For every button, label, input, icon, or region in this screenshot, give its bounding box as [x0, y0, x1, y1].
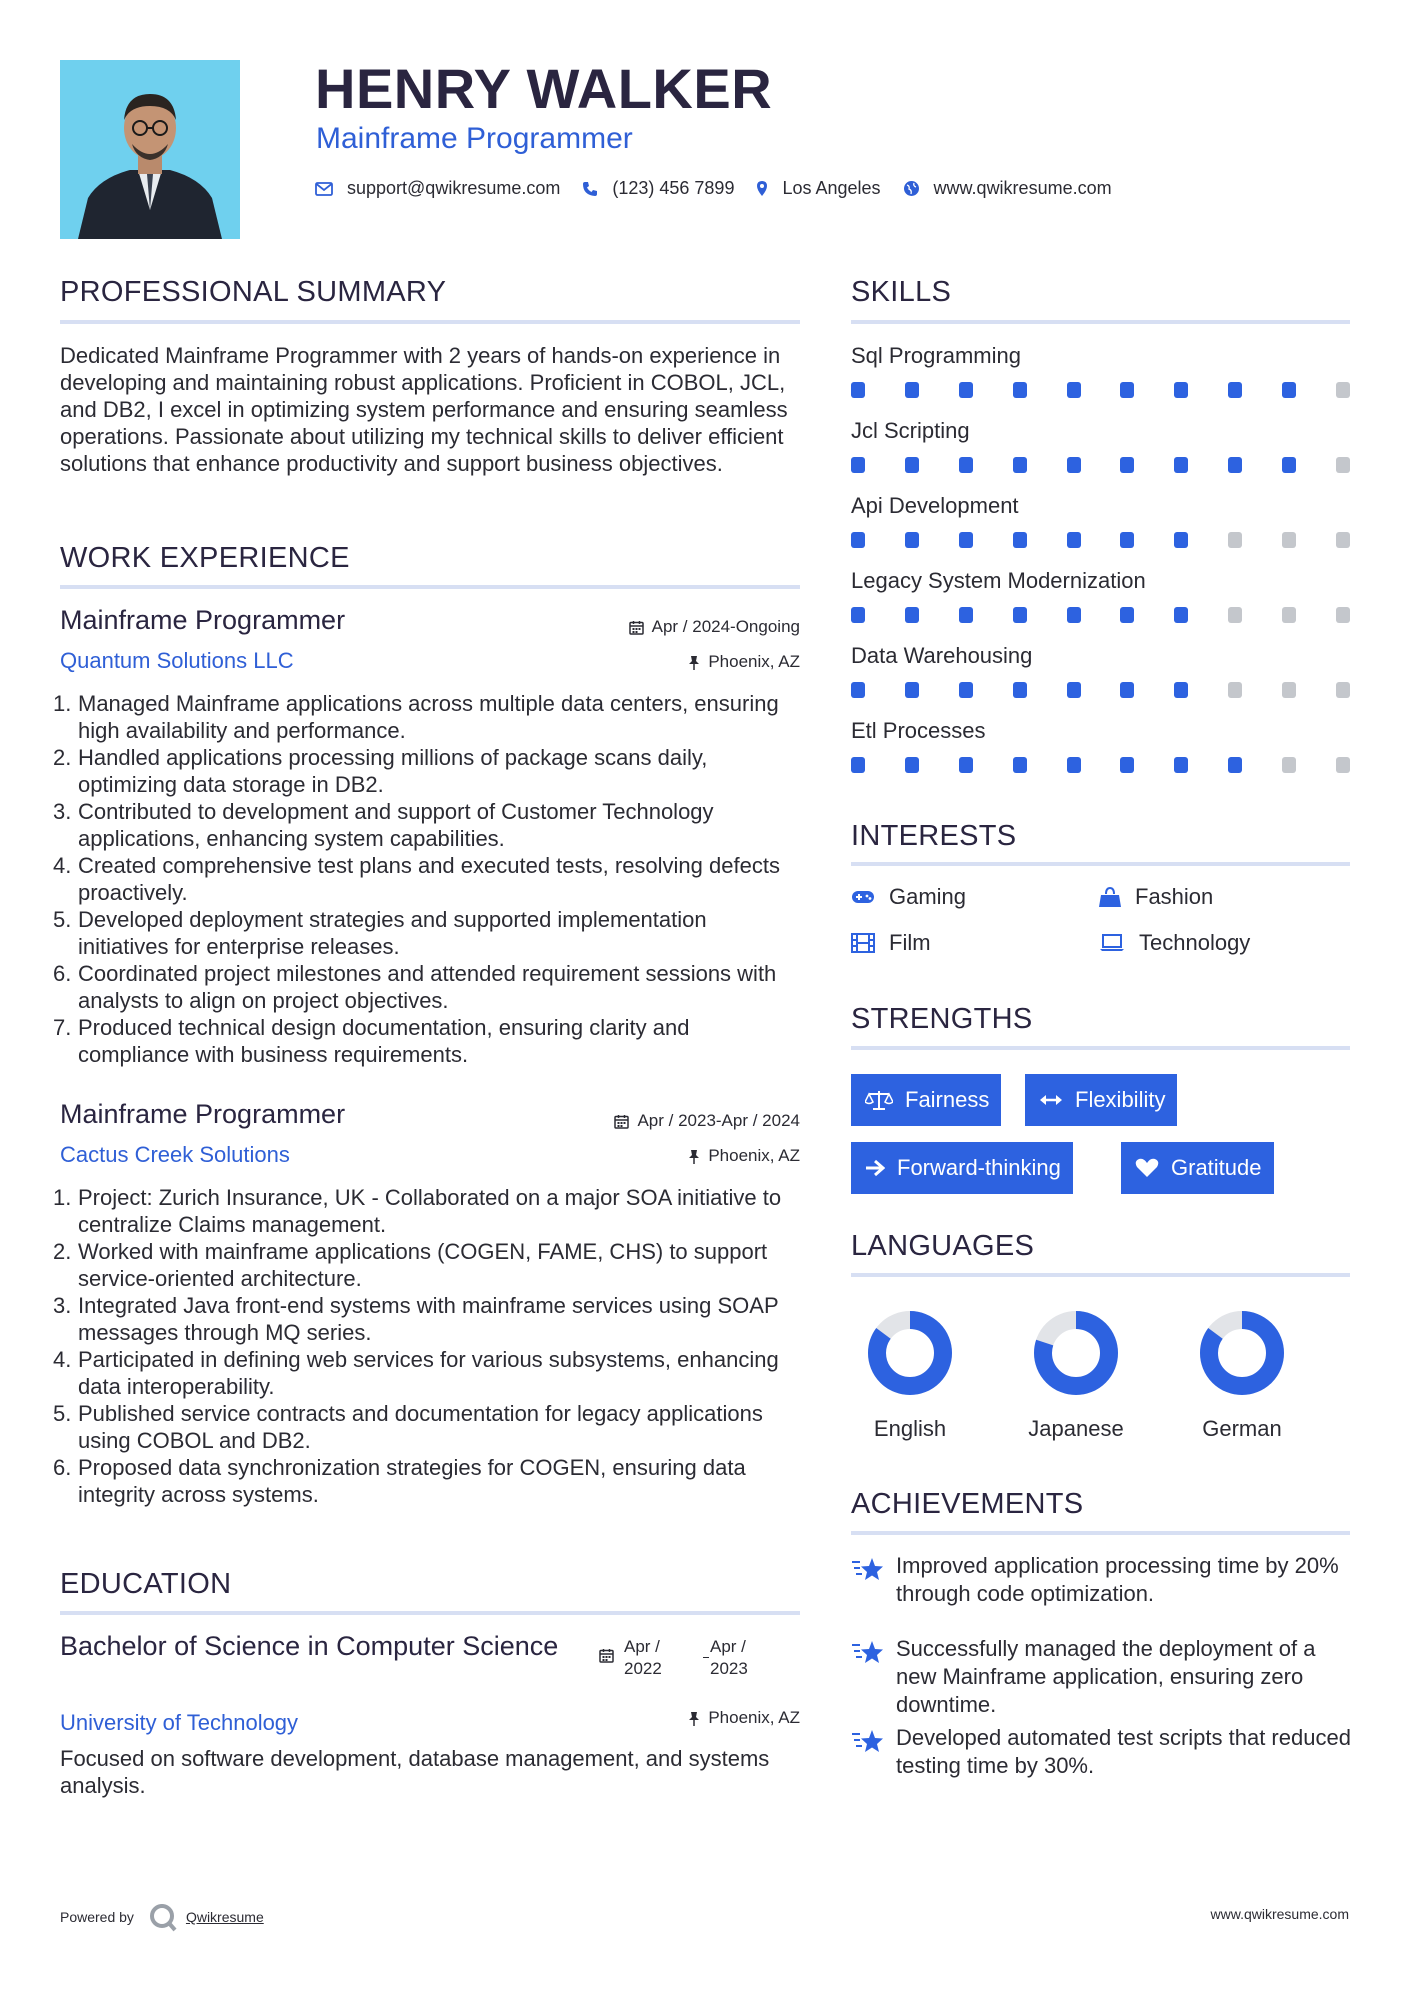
strength-label: Forward-thinking — [897, 1155, 1061, 1180]
interest-item — [1099, 930, 1250, 956]
list-item: Handled applications processing millions of package scans daily, optimizing data storage in DB2. — [78, 745, 708, 797]
skill-name: Sql Programming — [851, 343, 1021, 368]
skill-dot — [1120, 457, 1134, 473]
skill-dot — [1120, 607, 1134, 623]
profile-photo — [60, 60, 240, 239]
skill-dot — [1228, 457, 1242, 473]
start-month: Apr / — [624, 1637, 660, 1656]
film-icon — [851, 933, 875, 953]
job-location — [688, 652, 800, 672]
skill-rating — [851, 757, 1350, 773]
location-text: Los Angeles — [782, 178, 881, 198]
company-name: Cactus Creek Solutions — [60, 1142, 290, 1167]
strength-label: Flexibility — [1075, 1087, 1166, 1112]
globe-icon — [903, 180, 920, 197]
skill-name: Jcl Scripting — [851, 418, 970, 443]
skills-divider — [851, 320, 1350, 324]
skill-dot — [1174, 457, 1188, 473]
arrows-horizontal-icon — [1039, 1093, 1063, 1107]
interest-item — [851, 930, 931, 956]
summary-text: Dedicated Mainframe Programmer with 2 years of hands-on experience in developing and maintaining robust applications. Proficient in COBOL, JCL, and DB2, I excel in optimizing system performance and ensuring seamless operations. Passionate about utilizing my technical skills to deliver efficient solutions that enhance productivity and support business objectives. — [60, 343, 788, 476]
job-dates-text: Apr / 2024-Ongoing — [651, 617, 800, 636]
education-location — [688, 1708, 800, 1728]
job-title: Mainframe Programmer — [60, 1099, 346, 1129]
strengths-heading: STRENGTHS — [851, 1003, 1033, 1035]
footer-website[interactable]: www.qwikresume.com — [1210, 1906, 1349, 1922]
skill-name: Etl Processes — [851, 718, 986, 743]
list-item: Created comprehensive test plans and executed tests, resolving defects proactively. — [78, 853, 780, 905]
strength-tag — [1121, 1142, 1274, 1194]
candidate-name: HENRY WALKER — [315, 57, 773, 120]
interest-label: Fashion — [1135, 884, 1214, 909]
envelope-icon — [315, 182, 333, 196]
skill-dot — [1282, 457, 1296, 473]
skill-dot — [1336, 607, 1350, 623]
skill-dot — [1282, 607, 1296, 623]
skill-dot — [905, 757, 919, 773]
gamepad-icon — [851, 889, 875, 905]
end-month: Apr / — [710, 1637, 746, 1656]
skill-dot — [1336, 457, 1350, 473]
interest-label: Technology — [1139, 930, 1251, 955]
skill-name: Legacy System Modernization — [851, 568, 1146, 593]
skill-dot — [1120, 682, 1134, 698]
end-year: 2023 — [710, 1659, 748, 1678]
skill-dot — [905, 382, 919, 398]
degree-title: Bachelor of Science in Computer Science — [60, 1631, 559, 1661]
list-item: Managed Mainframe applications across multiple data centers, ensuring high availability and performance. — [78, 691, 779, 743]
shopping-bag-icon — [1099, 886, 1121, 908]
skill-name: Api Development — [851, 493, 1019, 518]
list-item: Proposed data synchronization strategies for COGEN, ensuring data integrity across systems. — [78, 1455, 746, 1507]
skill-dot — [1013, 457, 1027, 473]
list-item: Project: Zurich Insurance, UK - Collaborated on a major SOA initiative to centralize Claims management. — [78, 1185, 782, 1237]
list-item: Worked with mainframe applications (COGEN, FAME, CHS) to support service-oriented architecture. — [78, 1239, 768, 1291]
skill-dot — [1067, 607, 1081, 623]
skill-dot — [1228, 682, 1242, 698]
shooting-star-icon — [851, 1556, 885, 1582]
list-item: Contributed to development and support of Customer Technology applications, enhancing system capabilities. — [78, 799, 714, 851]
skill-dot — [1282, 532, 1296, 548]
calendar-icon — [629, 620, 644, 635]
skill-dot — [905, 682, 919, 698]
skill-rating — [851, 532, 1350, 548]
skill-name: Data Warehousing — [851, 643, 1033, 668]
job-dates-text: Apr / 2023-Apr / 2024 — [637, 1111, 800, 1130]
strength-tag — [851, 1142, 1073, 1194]
achievement-text: Successfully managed the deployment of a new Mainframe application, ensuring zero downtime. — [896, 1636, 1316, 1717]
skill-rating — [851, 682, 1350, 698]
skill-rating — [851, 382, 1350, 398]
interests-heading: INTERESTS — [851, 820, 1017, 852]
contact-location — [756, 178, 880, 199]
job-location-text: Phoenix, AZ — [708, 1146, 800, 1165]
pushpin-icon — [688, 1711, 700, 1726]
language-name: German — [1202, 1416, 1282, 1441]
skill-dot — [1120, 532, 1134, 548]
language-ring — [866, 1309, 954, 1397]
skill-dot — [1282, 682, 1296, 698]
list-item: Integrated Java front-end systems with mainframe services using SOAP messages through MQ series. — [78, 1293, 779, 1345]
list-item: Published service contracts and documentation for legacy applications using COBOL and DB2. — [78, 1401, 763, 1453]
laptop-icon — [1099, 934, 1125, 952]
strength-tag — [1025, 1074, 1177, 1126]
skill-dot — [1228, 757, 1242, 773]
languages-divider — [851, 1273, 1350, 1277]
skill-dot — [959, 532, 973, 548]
education-divider — [60, 1611, 800, 1615]
job-title: Mainframe Programmer — [60, 605, 346, 635]
skill-dot — [1228, 607, 1242, 623]
job-dates — [614, 1111, 800, 1131]
skill-dot — [1013, 757, 1027, 773]
education-end-date — [710, 1636, 748, 1680]
pushpin-icon — [688, 655, 700, 670]
summary-divider — [60, 320, 800, 324]
skill-dot — [1067, 682, 1081, 698]
skills-heading: SKILLS — [851, 276, 952, 308]
calendar-icon — [599, 1648, 614, 1663]
job-location — [688, 1146, 800, 1166]
candidate-role: Mainframe Programmer — [316, 122, 633, 155]
skill-dot — [1282, 757, 1296, 773]
list-item: Coordinated project milestones and attended requirement sessions with analysts to align on project objectives. — [78, 961, 777, 1013]
list-item: Produced technical design documentation, ensuring clarity and compliance with business requirements. — [78, 1015, 690, 1067]
skill-dot — [959, 682, 973, 698]
skill-dot — [1013, 382, 1027, 398]
achievement-text: Developed automated test scripts that reduced testing time by 30%. — [896, 1725, 1351, 1778]
skill-dot — [1174, 382, 1188, 398]
achievements-heading: ACHIEVEMENTS — [851, 1488, 1084, 1520]
list-item: Participated in defining web services for various subsystems, enhancing data interoperability. — [78, 1347, 779, 1399]
strength-tag — [851, 1074, 1001, 1126]
skill-dot — [1120, 382, 1134, 398]
skill-dot — [959, 457, 973, 473]
skill-dot — [1228, 532, 1242, 548]
skill-dot — [1336, 757, 1350, 773]
skill-dot — [959, 607, 973, 623]
phone-text: (123) 456 7899 — [612, 178, 735, 198]
achievement-item — [851, 1635, 1351, 1719]
heart-icon — [1135, 1158, 1159, 1178]
shooting-star-icon — [851, 1639, 885, 1665]
strength-label: Gratitude — [1171, 1155, 1262, 1180]
education-start-date — [624, 1636, 662, 1680]
arrow-right-icon — [865, 1159, 885, 1177]
contact-bar — [315, 178, 1134, 199]
email-text: support@qwikresume.com — [347, 178, 561, 198]
date-separator — [703, 1657, 709, 1658]
languages-heading: LANGUAGES — [851, 1230, 1035, 1262]
summary-heading: PROFESSIONAL SUMMARY — [60, 276, 447, 308]
skill-dot — [959, 757, 973, 773]
skill-dot — [1013, 532, 1027, 548]
interest-label: Gaming — [889, 884, 967, 909]
skill-dot — [851, 682, 865, 698]
job-dates — [629, 617, 800, 637]
skill-dot — [1067, 382, 1081, 398]
skill-dot — [1336, 682, 1350, 698]
shooting-star-icon — [851, 1728, 885, 1754]
skill-dot — [1120, 757, 1134, 773]
skill-rating — [851, 607, 1350, 623]
skill-dot — [1067, 457, 1081, 473]
skill-dot — [1282, 382, 1296, 398]
language-ring — [1198, 1309, 1286, 1397]
skill-dot — [905, 532, 919, 548]
skill-dot — [905, 607, 919, 623]
job-bullets — [78, 690, 798, 1068]
powered-by-label: Powered by — [60, 1909, 134, 1925]
list-item: Developed deployment strategies and supported implementation initiatives for enterprise releases. — [78, 907, 707, 959]
website-text: www.qwikresume.com — [933, 178, 1112, 198]
language-name: English — [873, 1416, 947, 1441]
strength-label: Fairness — [905, 1087, 990, 1112]
skill-dot — [851, 532, 865, 548]
brand-link[interactable]: Qwikresume — [185, 1909, 264, 1925]
skill-dot — [1174, 607, 1188, 623]
job-bullets — [78, 1184, 798, 1508]
achievement-item — [851, 1552, 1351, 1608]
company-name: Quantum Solutions LLC — [60, 648, 294, 673]
interest-item — [851, 884, 966, 910]
skill-dot — [1067, 757, 1081, 773]
skill-rating — [851, 457, 1350, 473]
skill-dot — [905, 457, 919, 473]
interests-divider — [851, 862, 1350, 866]
skill-dot — [959, 382, 973, 398]
experience-divider — [60, 585, 800, 589]
experience-heading: WORK EXPERIENCE — [60, 542, 350, 574]
calendar-icon — [614, 1114, 629, 1129]
skill-dot — [851, 457, 865, 473]
skill-dot — [1336, 382, 1350, 398]
contact-phone[interactable] — [582, 178, 734, 199]
interest-item — [1099, 884, 1213, 910]
skill-dot — [1228, 382, 1242, 398]
skill-dot — [1336, 532, 1350, 548]
skill-dot — [1013, 607, 1027, 623]
powered-by — [60, 1902, 264, 1932]
map-pin-icon — [756, 180, 768, 197]
language-name: Japanese — [1028, 1416, 1124, 1441]
qwikresume-logo-icon — [148, 1902, 178, 1932]
school-name: University of Technology — [60, 1710, 299, 1735]
skill-dot — [1174, 757, 1188, 773]
achievements-divider — [851, 1531, 1350, 1535]
education-location-text: Phoenix, AZ — [708, 1708, 800, 1727]
contact-website[interactable] — [903, 178, 1112, 199]
contact-email[interactable] — [315, 178, 560, 199]
achievement-text: Improved application processing time by 20% through code optimization. — [896, 1553, 1339, 1606]
achievement-item — [851, 1724, 1351, 1780]
pushpin-icon — [688, 1149, 700, 1164]
education-heading: EDUCATION — [60, 1568, 232, 1600]
skill-dot — [1174, 682, 1188, 698]
skill-dot — [851, 607, 865, 623]
skill-dot — [1013, 682, 1027, 698]
strengths-divider — [851, 1046, 1350, 1050]
phone-icon — [582, 181, 598, 197]
interest-label: Film — [889, 930, 931, 955]
skill-dot — [1067, 532, 1081, 548]
language-ring — [1032, 1309, 1120, 1397]
skill-dot — [1174, 532, 1188, 548]
person-portrait-icon — [60, 60, 240, 239]
job-location-text: Phoenix, AZ — [708, 652, 800, 671]
balance-scale-icon — [865, 1089, 893, 1111]
start-year: 2022 — [624, 1659, 662, 1678]
skill-dot — [851, 757, 865, 773]
skill-dot — [851, 382, 865, 398]
education-description: Focused on software development, database management, and systems analysis. — [60, 1746, 770, 1798]
